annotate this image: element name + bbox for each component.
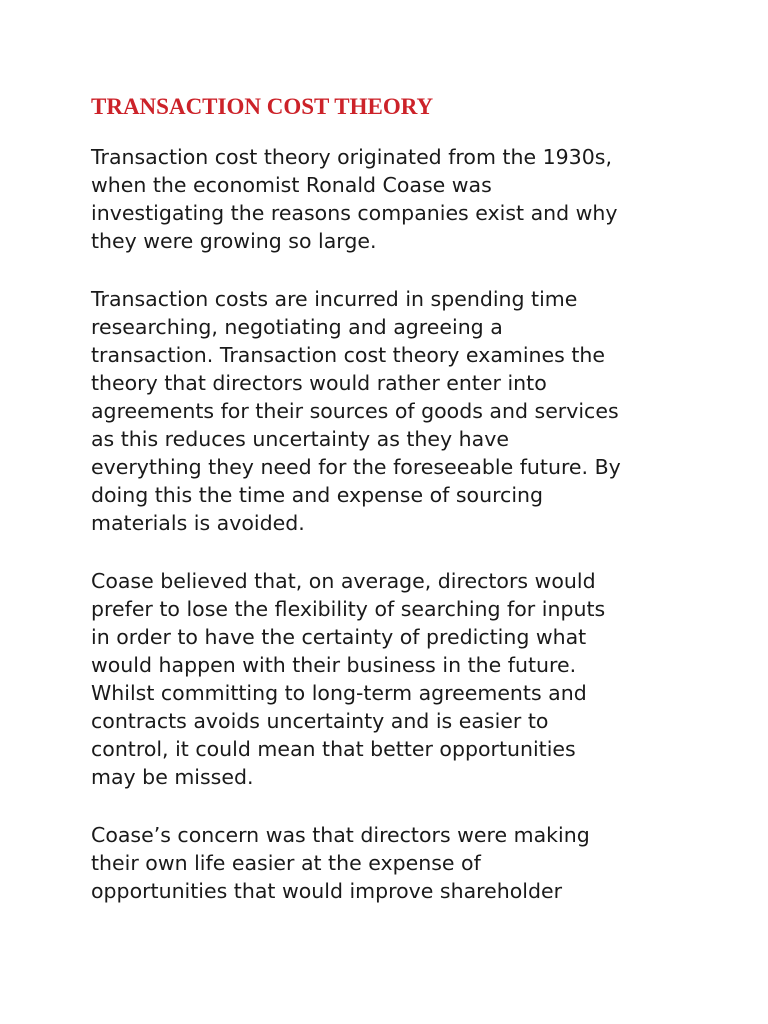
paragraph-line: opportunities that would improve shareholder [91, 879, 563, 903]
paragraph-line: they were growing so large. [91, 229, 377, 253]
paragraph-line: would happen with their business in the future. [91, 653, 577, 677]
paragraph-line: contracts avoids uncertainty and is easier to [91, 709, 549, 733]
paragraph-line: Transaction costs are incurred in spending time [91, 287, 578, 311]
paragraph-transaction-costs [91, 285, 691, 537]
paragraph-line: agreements for their sources of goods and services [91, 399, 619, 423]
paragraph-line: may be missed. [91, 765, 254, 789]
paragraph-origins [91, 143, 691, 255]
paragraph-line: Whilst committing to long-term agreements and [91, 681, 587, 705]
paragraph-line: Coase believed that, on average, directors would [91, 569, 596, 593]
paragraph-line: materials is avoided. [91, 511, 305, 535]
paragraph-line: Transaction cost theory originated from the 1930s, [91, 145, 612, 169]
paragraph-coase-concern [91, 821, 691, 905]
paragraph-line: doing this the time and expense of sourcing [91, 483, 544, 507]
paragraph-line: prefer to lose the flexibility of searching for inputs [91, 597, 606, 621]
document-title: TRANSACTION COST THEORY [91, 94, 434, 119]
paragraph-line: researching, negotiating and agreeing a [91, 315, 503, 339]
paragraph-line: in order to have the certainty of predicting what [91, 625, 587, 649]
paragraph-line: Coase’s concern was that directors were making [91, 823, 590, 847]
paragraph-line: transaction. Transaction cost theory examines the [91, 343, 605, 367]
paragraph-line: everything they need for the foreseeable future. By [91, 455, 621, 479]
paragraph-line: control, it could mean that better opportunities [91, 737, 576, 761]
paragraph-line: their own life easier at the expense of [91, 851, 481, 875]
paragraph-line: as this reduces uncertainty as they have [91, 427, 509, 451]
paragraph-coase-belief [91, 567, 691, 791]
paragraph-line: theory that directors would rather enter into [91, 371, 547, 395]
paragraph-line: when the economist Ronald Coase was [91, 173, 492, 197]
paragraph-line: investigating the reasons companies exist and why [91, 201, 618, 225]
